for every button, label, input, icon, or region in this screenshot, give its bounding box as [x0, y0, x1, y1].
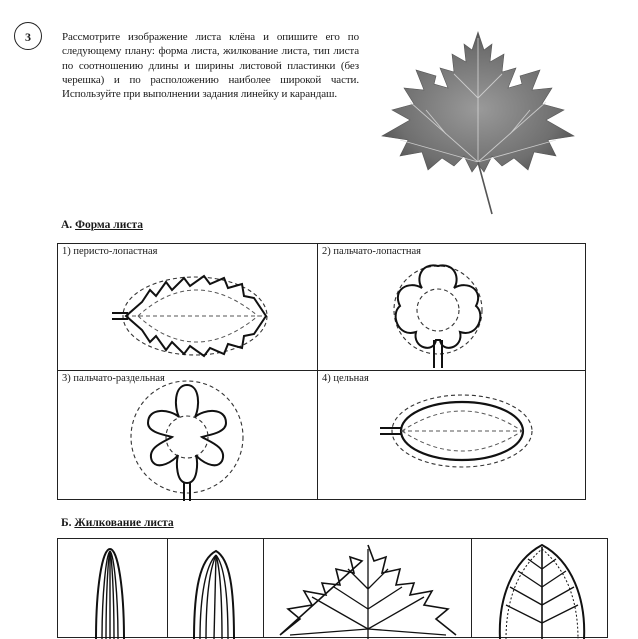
- palmately-divided-leaf-diagram: [58, 371, 318, 501]
- section-b-title: [61, 517, 174, 529]
- section-a-prefix: А.: [61, 219, 73, 231]
- shape-label: 2) пальчато-лопастная: [322, 246, 421, 257]
- shape-cell-pinnately-lobed: [58, 244, 318, 371]
- pinnate-venation-diagram: [472, 539, 609, 639]
- venation-table: [57, 538, 608, 638]
- pinnately-lobed-leaf-diagram: [58, 244, 318, 370]
- question-text: Рассмотрите изображение листа клёна и опишите его по следующему плану: форма листа, жилкование листа, тип листа по соотношению длины и ширины листовой пластинки (без черешка) и по расположению наиболее широкой части. Используйте при выполнении задания линейку и карандаш.: [62, 31, 359, 101]
- shape-cell-entire: [318, 371, 578, 498]
- palmate-venation-diagram: [264, 539, 471, 639]
- shape-cell-palmately-divided: [58, 371, 318, 498]
- question-number: 3: [14, 22, 42, 50]
- entire-leaf-diagram: [318, 371, 587, 501]
- arcuate-venation-diagram: [168, 539, 263, 639]
- parallel-venation-diagram: [58, 539, 167, 639]
- shape-label: 3) пальчато-раздельная: [62, 373, 165, 384]
- section-a-heading: Форма листа: [75, 219, 144, 231]
- shape-label: 1) перисто-лопастная: [62, 246, 158, 257]
- maple-leaf-image: [370, 28, 582, 216]
- shape-label: 4) цельная: [322, 373, 369, 384]
- section-b-prefix: Б.: [61, 517, 72, 529]
- section-b-heading: Жилкование листа: [74, 517, 174, 529]
- section-a-title: [61, 219, 143, 231]
- shape-cell-palmately-lobed: [318, 244, 578, 371]
- palmately-lobed-leaf-diagram: [318, 244, 587, 370]
- leaf-shape-grid: [57, 243, 586, 500]
